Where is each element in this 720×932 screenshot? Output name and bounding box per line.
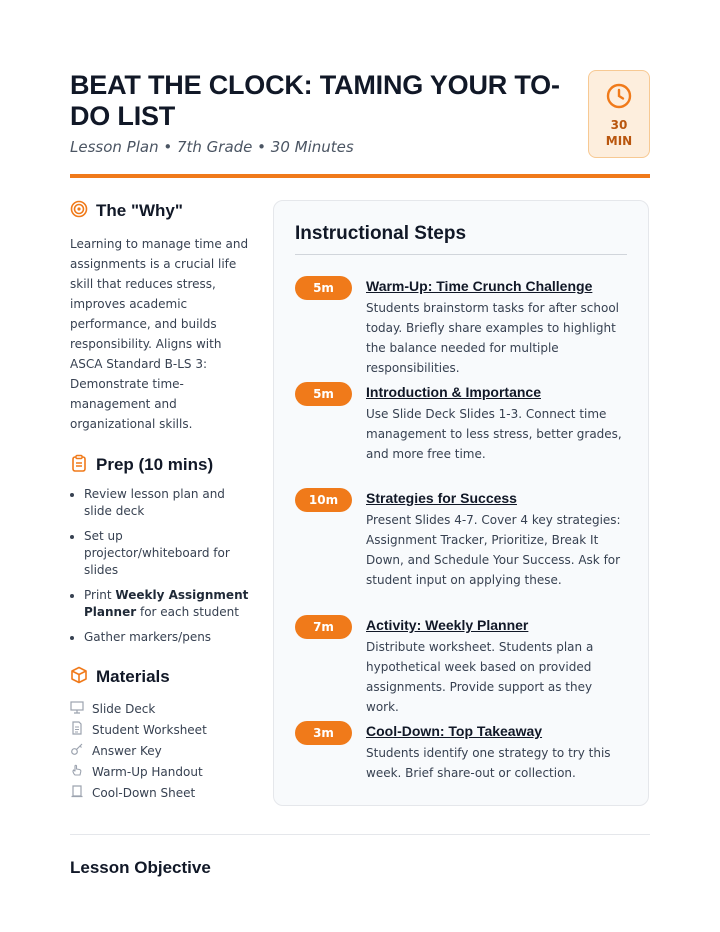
step-description: Present Slides 4-7. Cover 4 key strategies: Assignment Tracker, Prioritize, Break It Down, and Schedule Your Success. Ask for student input on applying these.	[366, 513, 621, 587]
steps-divider	[295, 254, 627, 255]
prep-list	[70, 486, 250, 646]
step-description: Students brainstorm tasks for after school today. Briefly share examples to highlight the balance needed for multiple responsibilities.	[366, 301, 619, 375]
material-item	[70, 719, 250, 740]
material-item	[70, 740, 250, 761]
header	[70, 70, 650, 156]
key-icon	[70, 742, 84, 759]
why-heading: The "Why"	[96, 201, 183, 220]
material-label: Warm-Up Handout	[92, 764, 203, 779]
presentation-icon	[70, 700, 84, 717]
target-icon	[70, 200, 88, 222]
hand-icon	[70, 763, 84, 780]
step-title: Cool-Down: Top Takeaway	[366, 723, 543, 739]
step-description: Students identify one strategy to try this week. Brief share-out or collection.	[366, 746, 611, 780]
material-label: Slide Deck	[92, 701, 156, 716]
step-title: Warm-Up: Time Crunch Challenge	[366, 278, 593, 294]
why-text: Learning to manage time and assignments is a crucial life skill that reduces stress, improves academic performance, and builds responsibility. Aligns with ASCA Standard B-LS 3: Demonstrate time-management and organizational skills.	[70, 237, 249, 431]
step-description: Use Slide Deck Slides 1-3. Connect time management to less stress, better grades, and more free time.	[366, 407, 622, 461]
steps-heading: Instructional Steps	[295, 223, 467, 244]
prep-heading: Prep (10 mins)	[96, 455, 214, 474]
duration-unit: MIN	[605, 134, 633, 148]
page-title: BEAT THE CLOCK: TAMING YOUR TO-DO LIST	[70, 70, 560, 131]
step-title: Strategies for Success	[366, 490, 517, 506]
prep-item: • Gather markers/pens	[84, 629, 250, 646]
material-item	[70, 761, 250, 782]
sidebar	[70, 200, 250, 803]
sheet-icon	[70, 784, 84, 801]
page-subtitle: Lesson Plan • 7th Grade • 30 Minutes	[70, 138, 354, 156]
clock-icon	[589, 83, 649, 113]
section-divider	[70, 834, 650, 835]
duration-number: 30	[610, 118, 628, 132]
material-label: Cool-Down Sheet	[92, 785, 196, 800]
step-description: Distribute worksheet. Students plan a hypothetical week based on provided assignments. Provide support as they work.	[366, 640, 594, 714]
prep-item: • Print Weekly Assignment Planner for each student	[84, 587, 250, 621]
step-time-badge: 10m	[295, 488, 352, 512]
why-section	[70, 200, 250, 434]
prep-item: • Set up projector/whiteboard for slides	[84, 528, 250, 579]
materials-section	[70, 666, 250, 803]
step-title: Introduction & Importance	[366, 384, 541, 400]
materials-heading: Materials	[96, 667, 170, 686]
header-divider	[70, 174, 650, 178]
box-icon	[70, 666, 88, 688]
prep-section	[70, 454, 250, 646]
step-time-badge: 7m	[295, 615, 352, 639]
prep-item: • Review lesson plan and slide deck	[84, 486, 250, 520]
clipboard-icon	[70, 454, 88, 476]
instructional-steps-card	[273, 200, 649, 806]
materials-list	[70, 698, 250, 803]
step-time-badge: 5m	[295, 276, 352, 300]
material-item	[70, 782, 250, 803]
material-label: Answer Key	[92, 743, 162, 758]
material-item	[70, 698, 250, 719]
document-icon	[70, 721, 84, 738]
step-time-badge: 5m	[295, 382, 352, 406]
lesson-objective-heading: Lesson Objective	[70, 858, 211, 877]
step-title: Activity: Weekly Planner	[366, 617, 529, 633]
step-time-badge: 3m	[295, 721, 352, 745]
duration-badge	[588, 70, 650, 158]
material-label: Student Worksheet	[92, 722, 207, 737]
